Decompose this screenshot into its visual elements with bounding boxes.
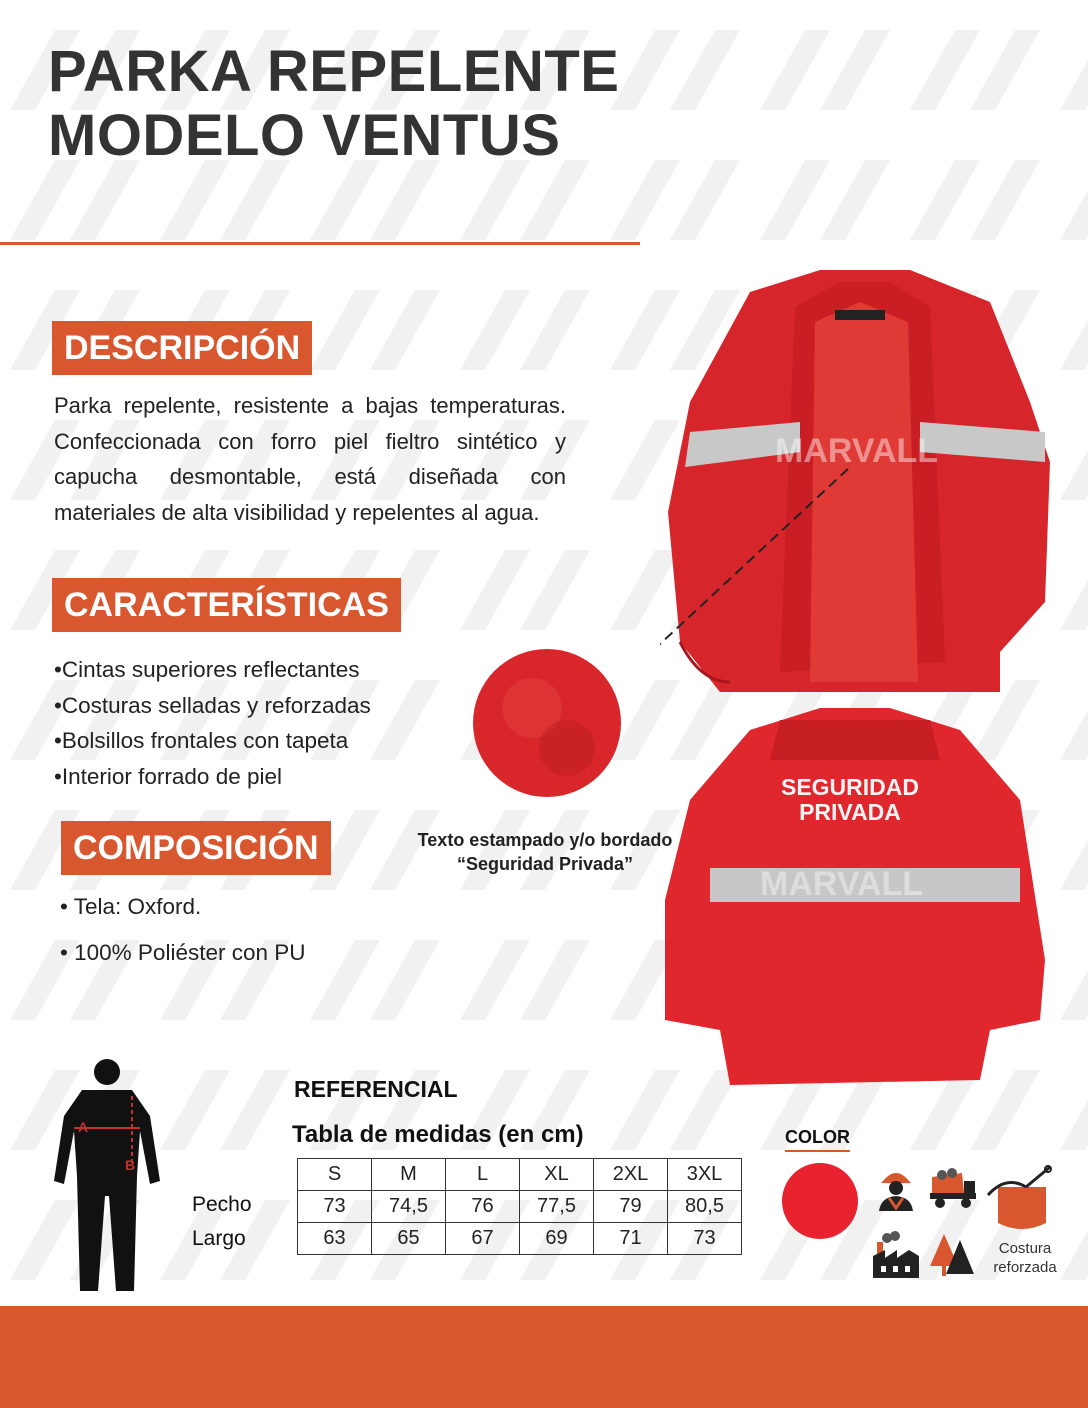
size-header: 2XL <box>594 1159 668 1191</box>
size-header: XL <box>520 1159 594 1191</box>
factory-icon <box>871 1230 921 1280</box>
features-heading: CARACTERÍSTICAS <box>52 578 401 632</box>
composition-item: • 100% Poliéster con PU <box>60 940 306 965</box>
caption-line-1: Texto estampado y/o bordado <box>417 830 673 850</box>
table-header-row <box>298 1159 742 1191</box>
costura-reforzada-label <box>980 1239 1070 1277</box>
composition-item: • Tela: Oxford. <box>60 894 202 919</box>
feature-item: •Interior forrado de piel <box>54 763 282 789</box>
table-cell: 65 <box>372 1223 446 1255</box>
row-label-pecho: Pecho <box>192 1193 252 1216</box>
label-b: B <box>125 1157 136 1173</box>
table-cell: 79 <box>594 1191 668 1223</box>
size-header: L <box>446 1159 520 1191</box>
footer-bar <box>0 1306 1088 1408</box>
feature-item: •Costuras selladas y reforzadas <box>54 692 371 718</box>
watermark-back: MARVALL <box>760 865 924 903</box>
table-cell: 73 <box>298 1191 372 1223</box>
label-a: A <box>78 1119 89 1135</box>
description-heading: DESCRIPCIÓN <box>52 321 312 375</box>
sewing-needle-icon <box>986 1165 1058 1235</box>
title-divider <box>0 242 640 245</box>
color-swatch <box>782 1163 858 1239</box>
body-measure-figure <box>52 1056 162 1296</box>
row-label-largo: Largo <box>192 1227 246 1250</box>
composition-heading: COMPOSICIÓN <box>61 821 331 875</box>
table-cell: 76 <box>446 1191 520 1223</box>
reference-label: REFERENCIAL <box>294 1076 458 1102</box>
size-table <box>297 1158 742 1255</box>
size-header: M <box>372 1159 446 1191</box>
pine-trees-icon <box>926 1230 976 1280</box>
caption-line-2: “Seguridad Privada” <box>456 854 634 874</box>
features-list <box>54 652 371 794</box>
table-cell: 63 <box>298 1223 372 1255</box>
title-line-2: MODELO VENTUS <box>48 103 561 168</box>
jacket-back-image <box>650 700 1060 1100</box>
table-cell: 73 <box>668 1223 742 1255</box>
composition-list <box>60 888 306 970</box>
title-line-1: PARKA REPELENTE <box>48 39 620 104</box>
fleece-lining-detail <box>472 643 622 803</box>
dump-truck-icon <box>928 1163 978 1213</box>
table-row <box>298 1191 742 1223</box>
costura-line-1: Costura <box>998 1240 1052 1257</box>
table-row <box>298 1223 742 1255</box>
feature-item: •Cintas superiores reflectantes <box>54 657 360 682</box>
size-header: 3XL <box>668 1159 742 1191</box>
watermark-front: MARVALL <box>775 432 939 470</box>
table-cell: 80,5 <box>668 1191 742 1223</box>
print-caption <box>400 828 690 876</box>
description-text: Parka repelente, resistente a bajas temperaturas. Confeccionada con forro piel fieltro sintético y capucha desmontable, está diseñada con materiales de alta visibilidad y repelentes al agua. <box>54 393 566 525</box>
size-header: S <box>298 1159 372 1191</box>
worker-helmet-icon <box>871 1163 921 1213</box>
back-print-line-2: PRIVADA <box>799 799 901 825</box>
table-cell: 74,5 <box>372 1191 446 1223</box>
jacket-front-image <box>660 262 1060 702</box>
page-title <box>48 40 619 168</box>
table-cell: 69 <box>520 1223 594 1255</box>
size-table-title: Tabla de medidas (en cm) <box>292 1121 584 1148</box>
table-cell: 71 <box>594 1223 668 1255</box>
color-label: COLOR <box>785 1127 850 1152</box>
back-print-line-1: SEGURIDAD <box>780 774 920 800</box>
table-cell: 77,5 <box>520 1191 594 1223</box>
costura-line-2: reforzada <box>993 1259 1057 1276</box>
table-cell: 67 <box>446 1223 520 1255</box>
feature-item: •Bolsillos frontales con tapeta <box>54 728 349 753</box>
